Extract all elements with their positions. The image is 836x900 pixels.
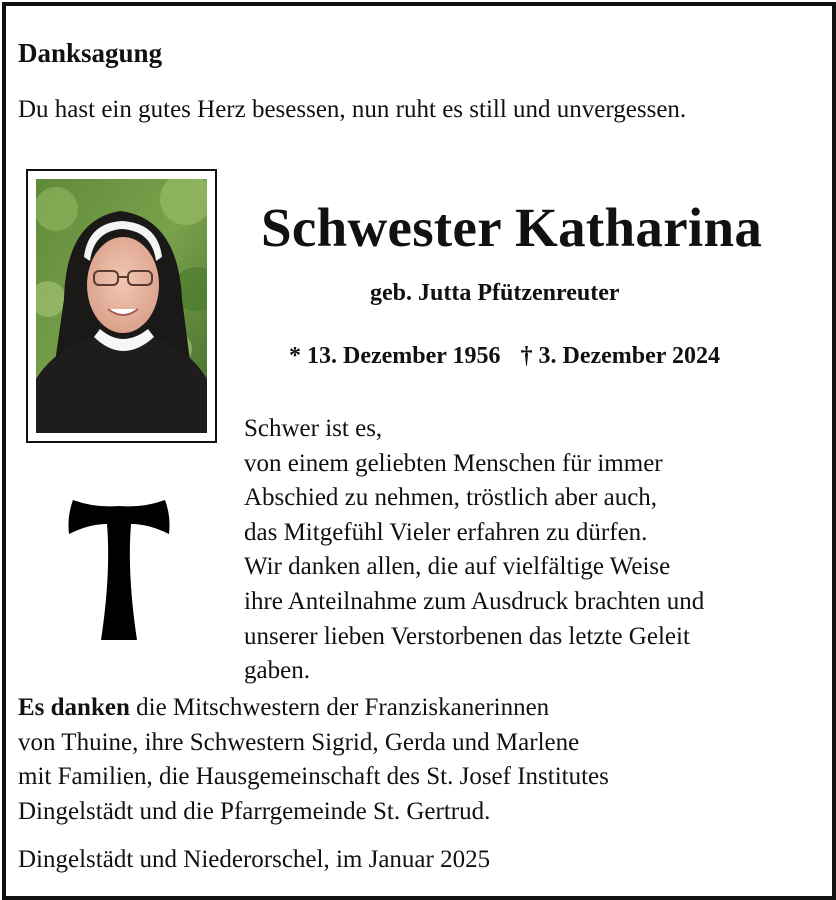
thanks-paragraph — [18, 691, 609, 829]
text-line: Abschied zu nehmen, tröstlich aber auch, — [244, 484, 658, 512]
birth-name: geb. Jutta Pfützenreuter — [370, 280, 620, 306]
place-and-date: Dingelstädt und Niederorschel, im Januar 2025 — [18, 846, 491, 873]
condolence-text — [244, 412, 704, 689]
thanks-line: mit Familien, die Hausgemeinschaft des St. Josef Institutes — [18, 763, 609, 791]
thanks-line: von Thuine, ihre Schwestern Sigrid, Gerda und Marlene — [18, 728, 580, 756]
memorial-verse: Du hast ein gutes Herz besessen, nun ruht es still und unvergessen. — [18, 96, 687, 123]
portrait-photo — [36, 179, 207, 433]
text-line: das Mitgefühl Vieler erfahren zu dürfen. — [244, 518, 648, 546]
obituary-notice — [2, 2, 836, 900]
text-line: ihre Anteilnahme zum Ausdruck brachten und — [244, 587, 705, 615]
notice-heading: Danksagung — [18, 38, 163, 68]
text-line: Wir danken allen, die auf vielfältige Weise — [244, 553, 671, 581]
portrait-frame — [26, 169, 217, 443]
text-line: Schwer ist es, — [244, 415, 383, 442]
text-line: unserer lieben Verstorbenen das letzte Geleit — [244, 622, 690, 650]
death-date: † 3. Dezember 2024 — [520, 343, 720, 369]
deceased-name: Schwester Katharina — [261, 197, 763, 258]
thanks-first-line-rest: die Mitschwestern der Franziskanerinnen — [129, 694, 550, 721]
tau-cross-icon — [65, 494, 173, 642]
text-line: von einem geliebten Menschen für immer — [244, 449, 663, 477]
life-dates — [289, 343, 720, 370]
thanks-lead: Es danken — [18, 694, 130, 721]
thanks-first-line — [18, 691, 609, 726]
text-line: gaben. — [244, 657, 310, 685]
thanks-line: Dingelstädt und die Pfarrgemeinde St. Gertrud. — [18, 797, 491, 825]
birth-date: * 13. Dezember 1956 — [289, 343, 501, 369]
